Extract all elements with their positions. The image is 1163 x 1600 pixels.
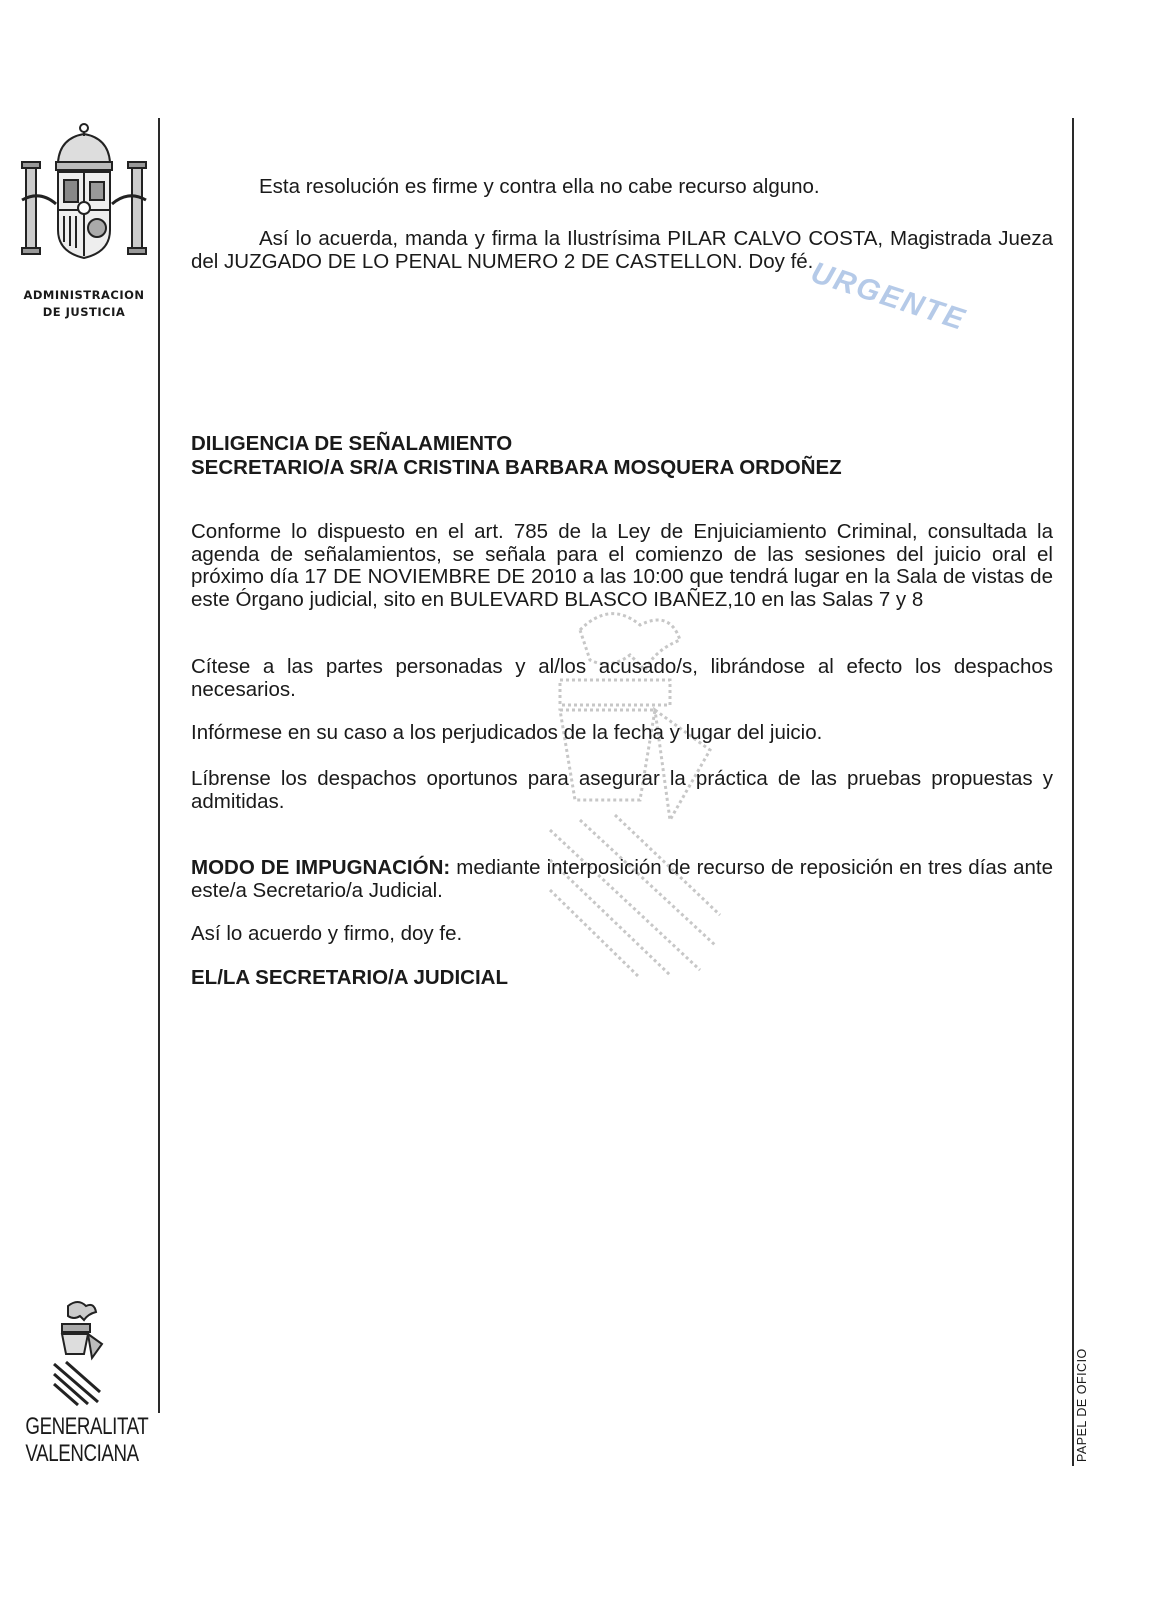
impugnacion-text: mediante interposición de recurso de reposición en tres días ante este/a Secretario/a Judicial. xyxy=(191,856,1053,902)
generalitat-valenciana-label: GENERALITAT VALENCIANA xyxy=(25,1413,149,1467)
inform-paragraph: Infórmese en su caso a los perjudicados de la fecha y lugar del juicio. xyxy=(191,721,823,744)
agreement-text: Así lo acuerda, manda y firma la Ilustrísima PILAR CALVO COSTA, Magistrada Jueza del JUZGADO DE LO PENAL NUMERO 2 DE CASTELLON. Doy fé. xyxy=(191,227,1053,273)
left-margin-rule xyxy=(158,118,160,1413)
urgente-stamp: URGENTE xyxy=(806,256,971,338)
spanish-coat-of-arms-icon xyxy=(20,120,148,270)
right-margin-rule xyxy=(1072,118,1074,1466)
closing-text: Así lo acuerdo y firmo, doy fe. xyxy=(191,922,463,945)
administracion-de-justicia-label: ADMINISTRACION DE JUSTICIA xyxy=(23,288,145,319)
secretary-name: SECRETARIO/A SR/A CRISTINA BARBARA MOSQUERA ORDOÑEZ xyxy=(191,456,842,479)
dispatch-paragraph: Líbrense los despachos oportunos para asegurar la práctica de las pruebas propuestas y admitidas. xyxy=(191,767,1053,813)
citation-paragraph: Cítese a las partes personadas y al/los acusado/s, librándose al efecto los despachos necesarios. xyxy=(191,655,1053,701)
impugnacion-label: MODO DE IMPUGNACIÓN: xyxy=(191,856,451,879)
generalitat-valenciana-emblem-icon xyxy=(40,1298,112,1408)
firm-resolution-text: Esta resolución es firme y contra ella no cabe recurso alguno. xyxy=(259,175,820,198)
impugnacion-paragraph xyxy=(191,857,1053,902)
diligencia-title: DILIGENCIA DE SEÑALAMIENTO xyxy=(191,432,513,455)
signature-line: EL/LA SECRETARIO/A JUDICIAL xyxy=(191,966,508,989)
scheduling-paragraph: Conforme lo dispuesto en el art. 785 de la Ley de Enjuiciamiento Criminal, consultada la agenda de señalamientos, se señala para el comienzo de las sesiones del juicio oral el próximo día 17 DE NOVIEMBRE DE 2010 a las 10:00 que tendrá lugar en la Sala de vistas de este Órgano judicial, sito en BULEVARD BLASCO IBAÑEZ,10 en las Salas 7 y 8 xyxy=(191,520,1053,611)
papel-de-oficio-label: PAPEL DE OFICIO xyxy=(1075,1348,1089,1462)
